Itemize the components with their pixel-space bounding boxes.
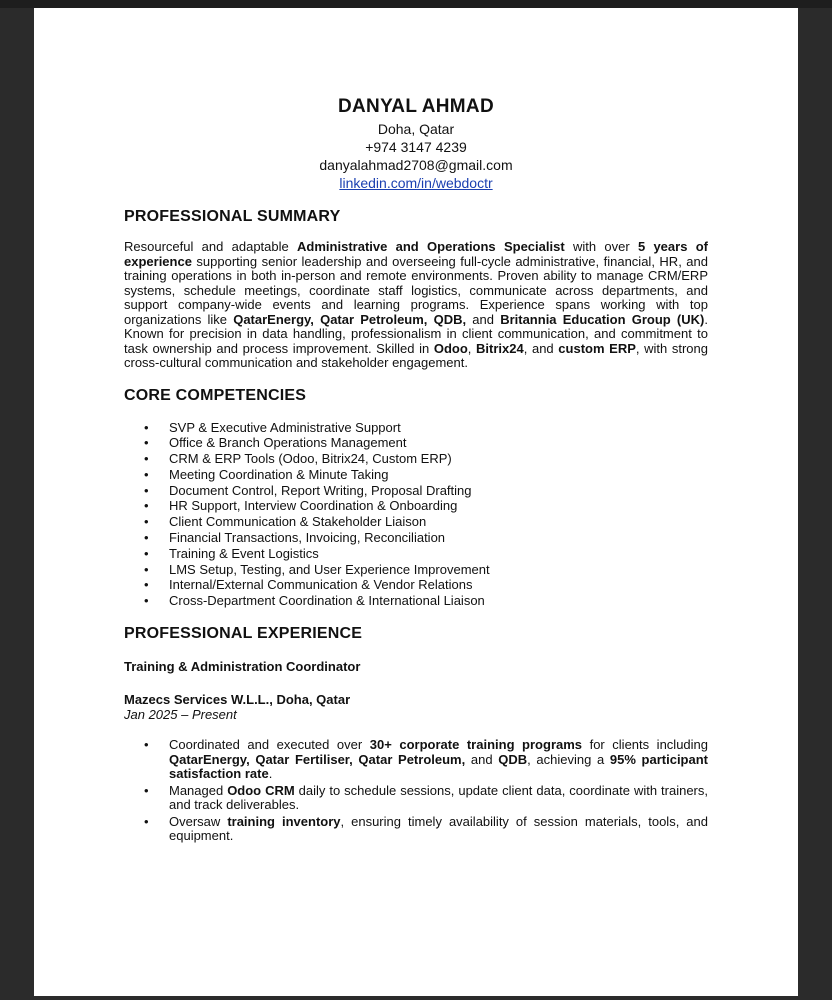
bullet-text: and bbox=[465, 751, 499, 767]
list-item: • SVP & Executive Administrative Support bbox=[144, 420, 708, 436]
bullet-text: . bbox=[268, 766, 273, 782]
summary-text: and bbox=[466, 311, 501, 327]
list-item: • Internal/External Communication & Vendor Relations bbox=[144, 577, 708, 593]
summary-text: Resourceful and adaptable bbox=[124, 239, 298, 254]
summary-emphasis: Britannia Education Group (UK) bbox=[500, 311, 705, 327]
summary-emphasis: 5 years of experience bbox=[124, 239, 708, 269]
resume-content bbox=[124, 96, 708, 846]
email: danyalahmad2708@gmail.com bbox=[319, 157, 513, 173]
list-item bbox=[144, 784, 708, 813]
summary-text: , bbox=[467, 340, 477, 356]
competencies-list bbox=[144, 420, 708, 610]
linkedin-link[interactable]: linkedin.com/in/webdoctr bbox=[339, 175, 493, 191]
job-title: Training & Administration Coordinator bbox=[124, 659, 361, 675]
list-item: • Financial Transactions, Invoicing, Reconciliation bbox=[144, 530, 708, 546]
list-item: • Client Communication & Stakeholder Liaison bbox=[144, 514, 708, 530]
experience-bullets bbox=[144, 738, 708, 844]
summary-heading: PROFESSIONAL SUMMARY bbox=[124, 208, 341, 225]
bullet-emphasis: 30+ corporate training programs bbox=[369, 737, 583, 753]
summary-emphasis: Administrative and Operations Specialist bbox=[297, 239, 565, 254]
bullet-emphasis: QDB bbox=[498, 751, 528, 767]
top-frame-bar bbox=[0, 0, 832, 8]
experience-heading: PROFESSIONAL EXPERIENCE bbox=[124, 625, 363, 643]
list-item: • LMS Setup, Testing, and User Experience Improvement bbox=[144, 562, 708, 578]
resume-page bbox=[34, 8, 798, 996]
phone: +974 3147 4239 bbox=[365, 139, 467, 155]
bullet-emphasis: QatarEnergy, Qatar Fertiliser, Qatar Petroleum, bbox=[169, 751, 466, 767]
summary-emphasis: QatarEnergy, Qatar Petroleum, QDB, bbox=[233, 311, 467, 327]
bullet-text: Managed bbox=[169, 782, 228, 798]
list-item: • HR Support, Interview Coordination & Onboarding bbox=[144, 498, 708, 514]
summary-paragraph bbox=[124, 240, 708, 371]
summary-emphasis: custom ERP bbox=[558, 340, 636, 356]
bullet-text: Coordinated and executed over bbox=[169, 737, 370, 753]
list-item: • CRM & ERP Tools (Odoo, Bitrix24, Custom ERP) bbox=[144, 451, 708, 467]
bullet-emphasis: 95% participant satisfaction rate bbox=[169, 751, 709, 782]
company-name: Mazecs Services W.L.L., Doha, Qatar bbox=[124, 692, 351, 708]
list-item bbox=[144, 815, 708, 844]
list-item: • Office & Branch Operations Management bbox=[144, 435, 708, 451]
bullet-emphasis: training inventory bbox=[227, 813, 341, 829]
list-item: • Cross-Department Coordination & International Liaison bbox=[144, 593, 708, 609]
bullet-text: daily to schedule sessions, update client data, coordinate with trainers, and track deliverables. bbox=[169, 782, 708, 813]
summary-text: , with strong cross-cultural communication and stakeholder engagement. bbox=[124, 340, 708, 370]
list-item bbox=[144, 738, 708, 782]
bullet-text: for clients including bbox=[582, 737, 708, 753]
summary-emphasis: Bitrix24 bbox=[476, 340, 524, 356]
list-item: • Meeting Coordination & Minute Taking bbox=[144, 467, 708, 483]
list-item: • Document Control, Report Writing, Proposal Drafting bbox=[144, 483, 708, 499]
location: Doha, Qatar bbox=[377, 121, 455, 137]
summary-text: supporting senior leadership and overseeing full-cycle administrative, financial, HR, and training operations in both in-person and remote environments. Proven ability to manage CRM/ERP systems, schedule meetings, coordinate staff logistics, communicate across departments, and support company-wide events and learning programs. Experience spans working with top organizations like bbox=[124, 253, 708, 327]
bullet-text: Oversaw bbox=[169, 813, 228, 829]
candidate-name: DANYAL AHMAD bbox=[338, 96, 494, 117]
summary-emphasis: Odoo bbox=[433, 340, 468, 356]
summary-text: . Known for precision in data handling, professionalism in client communication, and commitment to task ownership and process improvement. Skilled in bbox=[124, 311, 708, 356]
summary-text: , and bbox=[523, 340, 559, 356]
bullet-text: , achieving a bbox=[527, 751, 610, 767]
summary-text: with over bbox=[564, 239, 638, 254]
list-item: • Training & Event Logistics bbox=[144, 546, 708, 562]
job-dates: Jan 2025 – Present bbox=[124, 707, 237, 723]
bullet-emphasis: Odoo CRM bbox=[227, 782, 295, 798]
bullet-text: , ensuring timely availability of session materials, tools, and equipment. bbox=[169, 813, 708, 844]
resume-header bbox=[124, 96, 708, 192]
competencies-heading: CORE COMPETENCIES bbox=[124, 386, 307, 404]
